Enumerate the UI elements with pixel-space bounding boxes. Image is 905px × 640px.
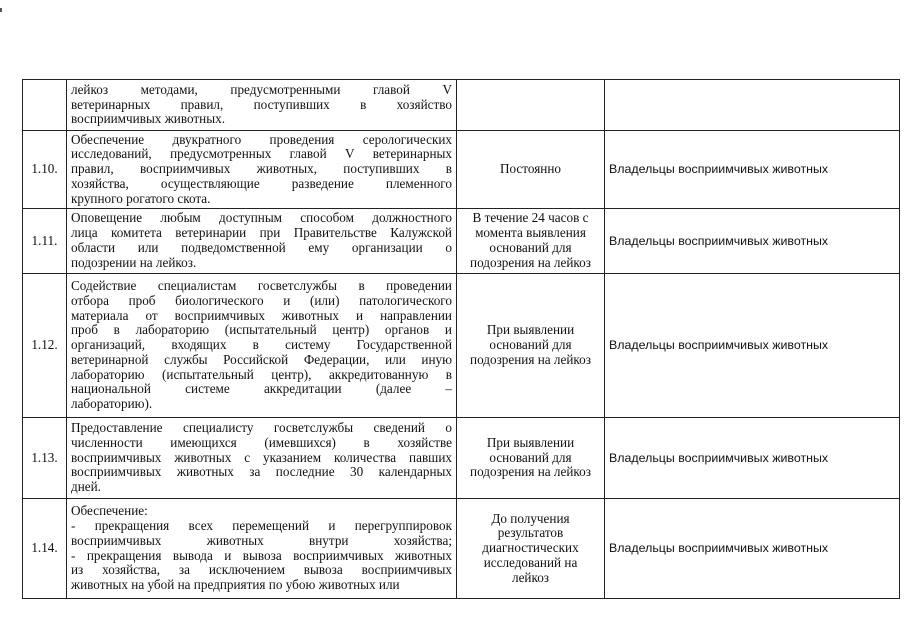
responsible-cell: Владельцы восприимчивых животных [605, 274, 900, 418]
row-number-cell [23, 80, 67, 131]
deadline-text-line: При выявлении [486, 434, 575, 450]
responsible-cell: Владельцы восприимчивых животных [605, 499, 900, 599]
row-number-cell: 1.12. [23, 274, 67, 418]
action-text-line: восприимчивых животных за последние 30 календарных [71, 464, 452, 480]
deadline-text-line: исследований на [483, 554, 578, 570]
action-text-line: ветеринарных правил, поступивших в хозяйство [71, 96, 452, 112]
deadline-text-line: оснований для [489, 240, 572, 255]
action-text-line: численности имеющихся (имевшихся) в хозяйстве [71, 434, 452, 450]
action-text-line: лабораторию). [71, 396, 153, 412]
deadline-text-line: Постоянно [499, 161, 561, 177]
deadline-text-line: подозрения на лейкоз [470, 254, 591, 270]
deadline-cell [457, 131, 605, 209]
action-text-line: отбора проб биологического и (или) патологического [71, 292, 452, 308]
deadline-text-line: момента выявления [475, 225, 586, 241]
deadline-text-line: лейкоз [511, 569, 550, 585]
row-number-cell: 1.11. [23, 209, 67, 274]
action-text-line: восприимчивых животных внутри хозяйства; [71, 532, 452, 548]
action-text-line: национальной системе аккредитации (далее – [71, 381, 452, 397]
deadline-text-line: диагностических [482, 540, 579, 556]
deadline-text-line: оснований для [489, 337, 572, 353]
action-text-line: Предоставление специалисту госветслужбы сведений о [71, 420, 452, 435]
deadline-text-line: подозрения на лейкоз [470, 464, 591, 480]
row-number-cell: 1.10. [23, 131, 67, 209]
action-text-line: - прекращения вывода и вывоза восприимчивых животных [71, 547, 452, 563]
deadline-cell [457, 80, 605, 131]
table-row [23, 80, 900, 131]
deadline-text-line: результатов [497, 525, 564, 541]
action-text-line: материала от восприимчивых животных и направлении [71, 307, 452, 323]
action-text-line: Содействие специалистам госветслужбы в проведении [71, 277, 452, 293]
row-number-cell: 1.13. [23, 418, 67, 499]
action-text-line: лица комитета ветеринарии при Правительстве Калужской [71, 225, 452, 241]
deadline-text-line: В течение 24 часов с [472, 210, 589, 226]
action-text-line: - прекращения всех перемещений и перегруппировок [71, 517, 452, 533]
action-cell [67, 131, 457, 209]
measures-table-body [23, 80, 900, 599]
action-cell [67, 80, 457, 131]
action-text-line: из хозяйства, за исключением вывоза восприимчивых [71, 562, 452, 578]
deadline-text-line: оснований для [489, 449, 572, 465]
deadline-text-line: До получения [491, 510, 570, 526]
deadline-cell [457, 418, 605, 499]
action-text-line: хозяйства, осуществляющие разведение племенного [71, 175, 452, 191]
action-text-line: крупного рогатого скота. [71, 190, 211, 206]
deadline-cell [457, 209, 605, 274]
row-number-cell: 1.14. [23, 499, 67, 599]
action-text-line: Обеспечение двукратного проведения серологических [71, 131, 452, 147]
action-text-line: дней. [71, 479, 101, 495]
action-text-line: Оповещение любым доступным способом должностного [71, 210, 452, 226]
action-text-line: исследований, предусмотренных главой V ветеринарных [71, 146, 452, 162]
deadline-text-line: При выявлении [486, 322, 575, 338]
deadline-cell [457, 499, 605, 599]
table-row [23, 418, 900, 499]
action-text-line: восприимчивых животных с указанием количества павших [71, 449, 452, 465]
table-row [23, 131, 900, 209]
action-text-line: ветеринарной службы Российской Федерации, или иную [71, 351, 452, 367]
table-row [23, 274, 900, 418]
responsible-cell: Владельцы восприимчивых животных [605, 418, 900, 499]
action-cell [67, 274, 457, 418]
action-text-line: правил, восприимчивых животных, поступивших в [71, 161, 452, 177]
action-text-line: лабораторию (испытательный центр), аккредитованную в [71, 366, 452, 382]
action-text-line: области или подведомственной ему организации о [71, 240, 452, 255]
action-text-line: проб в лабораторию (испытательный центр) органов и [71, 322, 452, 338]
action-text-line: организаций, входящих в систему Государственной [71, 337, 452, 353]
table-row [23, 499, 900, 599]
table-row [23, 209, 900, 274]
action-text-line: Обеспечение: [71, 503, 148, 519]
action-cell [67, 418, 457, 499]
responsible-cell [605, 80, 900, 131]
action-text-line: лейкоз методами, предусмотренными главой V [71, 81, 452, 97]
measures-table [22, 79, 900, 599]
action-cell [67, 499, 457, 599]
scan-corner-mark [0, 8, 2, 12]
action-text-line: животных на убой на предприятия по убою животных или [71, 577, 400, 593]
deadline-text-line: подозрения на лейкоз [470, 351, 591, 367]
deadline-cell [457, 274, 605, 418]
responsible-cell: Владельцы восприимчивых животных [605, 209, 900, 274]
responsible-cell: Владельцы восприимчивых животных [605, 131, 900, 209]
action-text-line: подозрении на лейкоз. [71, 254, 197, 270]
action-cell [67, 209, 457, 274]
action-text-line: восприимчивых животных. [71, 111, 225, 127]
